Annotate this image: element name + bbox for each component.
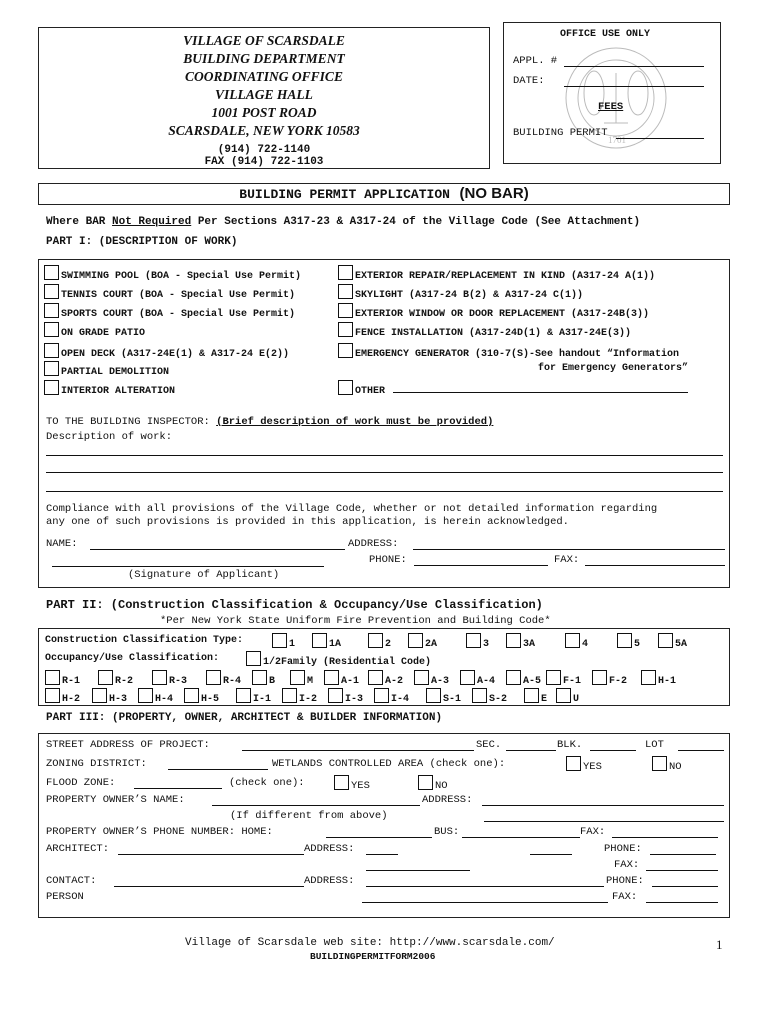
address-field[interactable] <box>413 549 725 550</box>
owner-bus-label: BUS: <box>434 826 460 838</box>
owner-bus-field[interactable] <box>462 837 580 838</box>
work-partial-demolition[interactable]: PARTIAL DEMOLITION <box>44 361 169 378</box>
checkbox[interactable] <box>460 670 475 685</box>
footer-website: Village of Scarsdale web site: http://www.scarsdale.com/ <box>185 937 555 949</box>
checkbox[interactable] <box>658 633 673 648</box>
flood-label: FLOOD ZONE: <box>46 777 116 789</box>
owner-address-field-2[interactable] <box>484 821 724 822</box>
type-5a[interactable]: 5A <box>658 633 687 650</box>
header-phone: (914) 722-1140 <box>217 144 311 156</box>
checkbox[interactable] <box>617 633 632 648</box>
compliance-text-1: Compliance with all provisions of the Village Code, whether or not detailed information regarding <box>46 503 658 515</box>
owner-phone-label: PROPERTY OWNER’S PHONE NUMBER: HOME: <box>46 826 273 838</box>
work-other[interactable]: OTHER <box>338 380 385 397</box>
sec-label: SEC. <box>476 739 502 751</box>
occ-h-1[interactable]: H-1 <box>641 670 676 687</box>
flood-yes[interactable]: YES <box>334 775 370 792</box>
wetlands-no[interactable]: NO <box>652 756 682 773</box>
part2-note: *Per New York State Uniform Fire Prevention and Building Code* <box>160 615 551 627</box>
occ-r-1[interactable]: R-1 <box>45 670 80 687</box>
header-line: COORDINATING OFFICE <box>185 69 343 84</box>
description-line-1[interactable] <box>46 455 723 456</box>
date-line <box>564 86 704 87</box>
footer-form-id: BUILDINGPERMITFORM2006 <box>310 951 436 962</box>
owner-fax-label: FAX: <box>580 826 606 838</box>
occ-i-2[interactable]: I-2 <box>282 688 317 705</box>
checkbox[interactable] <box>565 633 580 648</box>
checkbox[interactable] <box>184 688 199 703</box>
work-skylight[interactable]: SKYLIGHT (A317-24 B(2) & A317-24 C(1)) <box>338 284 583 301</box>
occ-b[interactable]: B <box>252 670 275 687</box>
contact-address-field-2[interactable] <box>362 902 608 903</box>
occ-r-2[interactable]: R-2 <box>98 670 133 687</box>
occ-r-3[interactable]: R-3 <box>152 670 187 687</box>
occupancy-label: Occupancy/Use Classification: <box>45 653 220 664</box>
part2-heading: PART II: (Construction Classification & Occupancy/Use Classification) <box>46 598 543 612</box>
checkbox[interactable] <box>44 303 59 318</box>
checkbox[interactable] <box>338 303 353 318</box>
part3-heading: PART III: (PROPERTY, OWNER, ARCHITECT & BUILDER INFORMATION) <box>46 712 443 724</box>
checkbox[interactable] <box>418 775 433 790</box>
work-window-door[interactable]: EXTERIOR WINDOW OR DOOR REPLACEMENT (A317-24B(3)) <box>338 303 649 320</box>
occ-i-1[interactable]: I-1 <box>236 688 271 705</box>
contact-field[interactable] <box>114 886 304 887</box>
work-fence[interactable]: FENCE INSTALLATION (A317-24D(1) & A317-24E(3)) <box>338 322 631 339</box>
checkbox[interactable] <box>290 670 305 685</box>
occ-a-1[interactable]: A-1 <box>324 670 359 687</box>
inspector-line: TO THE BUILDING INSPECTOR: (Brief description of work must be provided) <box>46 416 494 428</box>
occ-i-4[interactable]: I-4 <box>374 688 409 705</box>
occ-a-2[interactable]: A-2 <box>368 670 403 687</box>
checkbox[interactable] <box>45 688 60 703</box>
checkbox[interactable] <box>272 633 287 648</box>
architect-label: ARCHITECT: <box>46 843 110 855</box>
work-tennis-court[interactable]: TENNIS COURT (BOA - Special Use Permit) <box>44 284 295 301</box>
checkbox[interactable] <box>426 688 441 703</box>
checkbox[interactable] <box>652 756 667 771</box>
occ-h-2[interactable]: H-2 <box>45 688 80 705</box>
work-exterior-repair[interactable]: EXTERIOR REPAIR/REPLACEMENT IN KIND (A317-24 A(1)) <box>338 265 655 282</box>
checkbox[interactable] <box>44 343 59 358</box>
checkbox[interactable] <box>282 688 297 703</box>
header-line: BUILDING DEPARTMENT <box>183 51 345 66</box>
type-2a[interactable]: 2A <box>408 633 437 650</box>
type-4[interactable]: 4 <box>565 633 588 650</box>
checkbox[interactable] <box>44 265 59 280</box>
checkbox[interactable] <box>152 670 167 685</box>
work-swimming-pool[interactable]: SWIMMING POOL (BOA - Special Use Permit) <box>44 265 301 282</box>
occ-i-3[interactable]: I-3 <box>328 688 363 705</box>
checkbox[interactable] <box>328 688 343 703</box>
contact-address-label: ADDRESS: <box>304 875 355 887</box>
permit-line <box>616 138 704 139</box>
date-label: DATE: <box>513 75 545 87</box>
checkbox[interactable] <box>312 633 327 648</box>
description-line-2[interactable] <box>46 472 723 473</box>
appl-line <box>564 66 704 67</box>
fees-label: FEES <box>598 101 624 113</box>
checkbox[interactable] <box>566 756 581 771</box>
occ-f-2[interactable]: F-2 <box>592 670 627 687</box>
owner-name-field[interactable] <box>212 805 420 806</box>
work-interior-alteration[interactable]: INTERIOR ALTERATION <box>44 380 175 397</box>
occ-s-1[interactable]: S-1 <box>426 688 461 705</box>
owner-address-field[interactable] <box>482 805 724 806</box>
architect-address-field-2[interactable] <box>366 870 470 871</box>
checkbox[interactable] <box>338 284 353 299</box>
flood-no[interactable]: NO <box>418 775 448 792</box>
checkbox[interactable] <box>45 670 60 685</box>
form-title: BUILDING PERMIT APPLICATION <box>239 187 450 202</box>
checkbox[interactable] <box>506 633 521 648</box>
checkbox[interactable] <box>556 688 571 703</box>
checkbox[interactable] <box>338 265 353 280</box>
checkbox[interactable] <box>324 670 339 685</box>
checkbox[interactable] <box>524 688 539 703</box>
contact-fax-field[interactable] <box>646 902 718 903</box>
checkbox[interactable] <box>44 284 59 299</box>
architect-address-label: ADDRESS: <box>304 843 355 855</box>
blk-field[interactable] <box>590 750 636 751</box>
if-different: (If different from above) <box>230 810 388 822</box>
architect-phone-field[interactable] <box>650 854 716 855</box>
checkbox[interactable] <box>408 633 423 648</box>
header-line: SCARSDALE, NEW YORK 10583 <box>168 123 360 138</box>
occ-s-2[interactable]: S-2 <box>472 688 507 705</box>
part1-heading: PART I: (DESCRIPTION OF WORK) <box>46 236 238 248</box>
occ-f-1[interactable]: F-1 <box>546 670 581 687</box>
checkbox[interactable] <box>138 688 153 703</box>
occ-h-3[interactable]: H-3 <box>92 688 127 705</box>
work-sports-court[interactable]: SPORTS COURT (BOA - Special Use Permit) <box>44 303 295 320</box>
occ-a-4[interactable]: A-4 <box>460 670 495 687</box>
sec-field[interactable] <box>506 750 556 751</box>
architect-fax-field[interactable] <box>646 870 718 871</box>
type-1a[interactable]: 1A <box>312 633 341 650</box>
header-fax: FAX (914) 722-1103 <box>204 156 324 168</box>
occ-a-3[interactable]: A-3 <box>414 670 449 687</box>
office-use-box <box>503 22 721 164</box>
contact-label: CONTACT: <box>46 875 97 887</box>
name-field[interactable] <box>90 549 345 550</box>
lot-label: LOT <box>645 739 664 751</box>
title-bar <box>38 183 730 205</box>
contact-fax-label: FAX: <box>612 891 638 903</box>
person-label: PERSON <box>46 891 84 903</box>
checkbox[interactable] <box>44 361 59 376</box>
zoning-label: ZONING DISTRICT: <box>46 758 147 770</box>
checkbox[interactable] <box>472 688 487 703</box>
checkbox[interactable] <box>44 380 59 395</box>
lot-field[interactable] <box>678 750 724 751</box>
construction-type-label: Construction Classification Type: <box>45 635 244 646</box>
description-label: Description of work: <box>46 431 173 443</box>
checkbox[interactable] <box>334 775 349 790</box>
flood-field[interactable] <box>134 788 222 789</box>
phone-field[interactable] <box>414 565 548 566</box>
checkbox[interactable] <box>592 670 607 685</box>
checkbox[interactable] <box>338 343 353 358</box>
work-patio[interactable]: ON GRADE PATIO <box>44 322 145 339</box>
checkbox[interactable] <box>374 688 389 703</box>
owner-address-label: ADDRESS: <box>422 794 473 806</box>
occ-e[interactable]: E <box>524 688 547 705</box>
work-generator[interactable]: EMERGENCY GENERATOR (310-7(S)-See handout “Information <box>338 343 679 360</box>
checkbox[interactable] <box>236 688 251 703</box>
checkbox[interactable] <box>368 670 383 685</box>
checkbox[interactable] <box>338 322 353 337</box>
checkbox[interactable] <box>206 670 221 685</box>
street-label: STREET ADDRESS OF PROJECT: <box>46 739 210 751</box>
appl-label: APPL. # <box>513 55 558 67</box>
checkbox[interactable] <box>338 380 353 395</box>
seal-year: 1701 <box>608 135 626 145</box>
checkbox[interactable] <box>92 688 107 703</box>
type-3a[interactable]: 3A <box>506 633 535 650</box>
street-field[interactable] <box>242 750 474 751</box>
occ-r-4[interactable]: R-4 <box>206 670 241 687</box>
generator-cont: for Emergency Generators” <box>538 363 689 374</box>
phone-label: PHONE: <box>369 554 407 566</box>
checkbox[interactable] <box>546 670 561 685</box>
wetlands-yes[interactable]: YES <box>566 756 602 773</box>
architect-field[interactable] <box>118 854 304 855</box>
name-label: NAME: <box>46 538 78 550</box>
other-line[interactable] <box>393 392 688 393</box>
checkbox[interactable] <box>641 670 656 685</box>
owner-fax-field[interactable] <box>612 837 718 838</box>
blk-label: BLK. <box>557 739 583 751</box>
architect-address-field[interactable] <box>366 854 398 855</box>
type-5[interactable]: 5 <box>617 633 640 650</box>
owner-name-label: PROPERTY OWNER’S NAME: <box>46 794 185 806</box>
checkbox[interactable] <box>44 322 59 337</box>
checkbox[interactable] <box>246 651 261 666</box>
signature-label: (Signature of Applicant) <box>128 569 280 581</box>
checkbox[interactable] <box>466 633 481 648</box>
building-permit-label: BUILDING PERMIT <box>513 127 608 139</box>
occ-h-5[interactable]: H-5 <box>184 688 219 705</box>
architect-fax-label: FAX: <box>614 859 640 871</box>
zoning-field[interactable] <box>168 769 268 770</box>
header-line: 1001 POST ROAD <box>211 105 317 120</box>
occ-m[interactable]: M <box>290 670 313 687</box>
checkbox[interactable] <box>368 633 383 648</box>
page-number: 1 <box>716 937 723 952</box>
occ-one-two-family[interactable]: 1/2Family (Residential Code) <box>246 651 431 668</box>
fax-label: FAX: <box>554 554 580 566</box>
address-label: ADDRESS: <box>348 538 399 550</box>
intro-text: Where BAR Not Required Per Sections A317-23 & A317-24 of the Village Code (See Attachment) <box>46 216 641 228</box>
header-line: VILLAGE HALL <box>215 87 313 102</box>
checkbox[interactable] <box>414 670 429 685</box>
contact-phone-label: PHONE: <box>606 875 644 887</box>
office-use-title: OFFICE USE ONLY <box>560 29 651 40</box>
architect-phone-label: PHONE: <box>604 843 642 855</box>
form-title-nobar: (NO BAR) <box>459 185 529 202</box>
contact-phone-field[interactable] <box>652 886 718 887</box>
checkbox[interactable] <box>98 670 113 685</box>
signature-field[interactable] <box>52 566 324 567</box>
compliance-text-2: any one of such provisions is provided in this application, is herein acknowledged. <box>46 516 569 528</box>
work-open-deck[interactable]: OPEN DECK (A317-24E(1) & A317-24 E(2)) <box>44 343 289 360</box>
header-line: VILLAGE OF SCARSDALE <box>183 33 345 48</box>
wetlands-label: WETLANDS CONTROLLED AREA (check one): <box>272 758 506 770</box>
occ-h-4[interactable]: H-4 <box>138 688 173 705</box>
type-3[interactable]: 3 <box>466 633 489 650</box>
contact-address-field[interactable] <box>366 886 604 887</box>
type-1[interactable]: 1 <box>272 633 295 650</box>
owner-home-field[interactable] <box>326 837 432 838</box>
flood-check-one: (check one): <box>229 777 305 789</box>
checkbox[interactable] <box>506 670 521 685</box>
type-2[interactable]: 2 <box>368 633 391 650</box>
architect-address-field-b[interactable] <box>530 854 572 855</box>
occ-u[interactable]: U <box>556 688 579 705</box>
description-line-3[interactable] <box>46 491 723 492</box>
fax-field[interactable] <box>585 565 725 566</box>
occ-a-5[interactable]: A-5 <box>506 670 541 687</box>
header-address-box <box>38 27 490 169</box>
checkbox[interactable] <box>252 670 267 685</box>
